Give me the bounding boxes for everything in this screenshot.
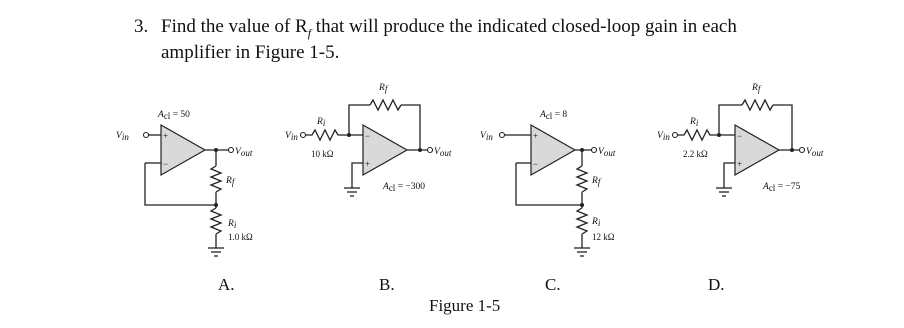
input-label-a: Vin (116, 131, 129, 142)
gain-label-c: Acl = 8 (540, 110, 568, 121)
ri-value-a: 1.0 kΩ (228, 232, 253, 242)
circuit-a (116, 110, 253, 294)
input-terminal-d (673, 133, 678, 138)
resistor-ri-a (211, 208, 221, 234)
opamp-b-minus: − (365, 131, 371, 141)
rf-label-d: Rf (752, 83, 761, 94)
rf-label-c: Rf (592, 176, 601, 187)
ri-value-c: 12 kΩ (592, 232, 615, 242)
opamp-b-plus: + (365, 159, 371, 169)
circuit-c (480, 110, 616, 294)
output-terminal-a (229, 148, 234, 153)
opamp-a-plus: + (163, 131, 169, 141)
opamp-c-plus: + (533, 131, 539, 141)
resistor-ri-d (678, 130, 717, 140)
output-terminal-c (592, 148, 597, 153)
resistor-rf-c (577, 166, 587, 192)
rf-label-b: Rf (379, 83, 388, 94)
ri-label-c: Ri (592, 217, 601, 228)
label-d: D. (708, 275, 725, 294)
output-label-b: Vout (434, 147, 452, 158)
problem-text-line2: amplifier in Figure 1-5. (161, 42, 340, 63)
output-terminal-d (800, 148, 805, 153)
ri-label-a: Ri (228, 219, 237, 230)
label-c: C. (545, 275, 561, 294)
opamp-d-minus: − (737, 131, 743, 141)
gain-label-a: Acl = 50 (158, 110, 190, 121)
label-b: B. (379, 275, 395, 294)
opamp-a-minus: − (163, 159, 169, 169)
ri-value-b: 10 kΩ (311, 149, 334, 159)
circuit-d (657, 83, 824, 294)
ri-label-d: Ri (690, 117, 699, 128)
resistor-rf-d (742, 100, 773, 110)
gain-label-d: Acl = −75 (763, 182, 801, 193)
problem-number: 3. (134, 16, 149, 37)
opamp-c-minus: − (533, 159, 539, 169)
resistor-ri-c (577, 208, 587, 234)
resistor-ri-b (306, 130, 345, 140)
input-terminal-a (144, 133, 149, 138)
output-label-a: Vout (235, 147, 253, 158)
problem-text-line1: Find the value of $R_f$ that will produce the indicated closed-loop gain in each (161, 16, 737, 40)
opamp-d-plus: + (737, 159, 743, 169)
input-terminal-c (500, 133, 505, 138)
ri-label-b: Ri (317, 117, 326, 128)
figure-caption: Figure 1-5 (429, 296, 501, 315)
label-a: A. (218, 275, 235, 294)
rf-label-a: Rf (226, 176, 235, 187)
input-label-c: Vin (480, 131, 493, 142)
resistor-rf-b (370, 100, 401, 110)
ri-value-d: 2.2 kΩ (683, 149, 708, 159)
output-terminal-b (428, 148, 433, 153)
output-label-d: Vout (806, 147, 824, 158)
input-terminal-b (301, 133, 306, 138)
gain-label-b: Acl = −300 (383, 182, 426, 193)
output-label-c: Vout (598, 147, 616, 158)
resistor-rf-a (211, 166, 221, 192)
circuit-b (285, 83, 452, 294)
input-label-b: Vin (285, 131, 298, 142)
input-label-d: Vin (657, 131, 670, 142)
